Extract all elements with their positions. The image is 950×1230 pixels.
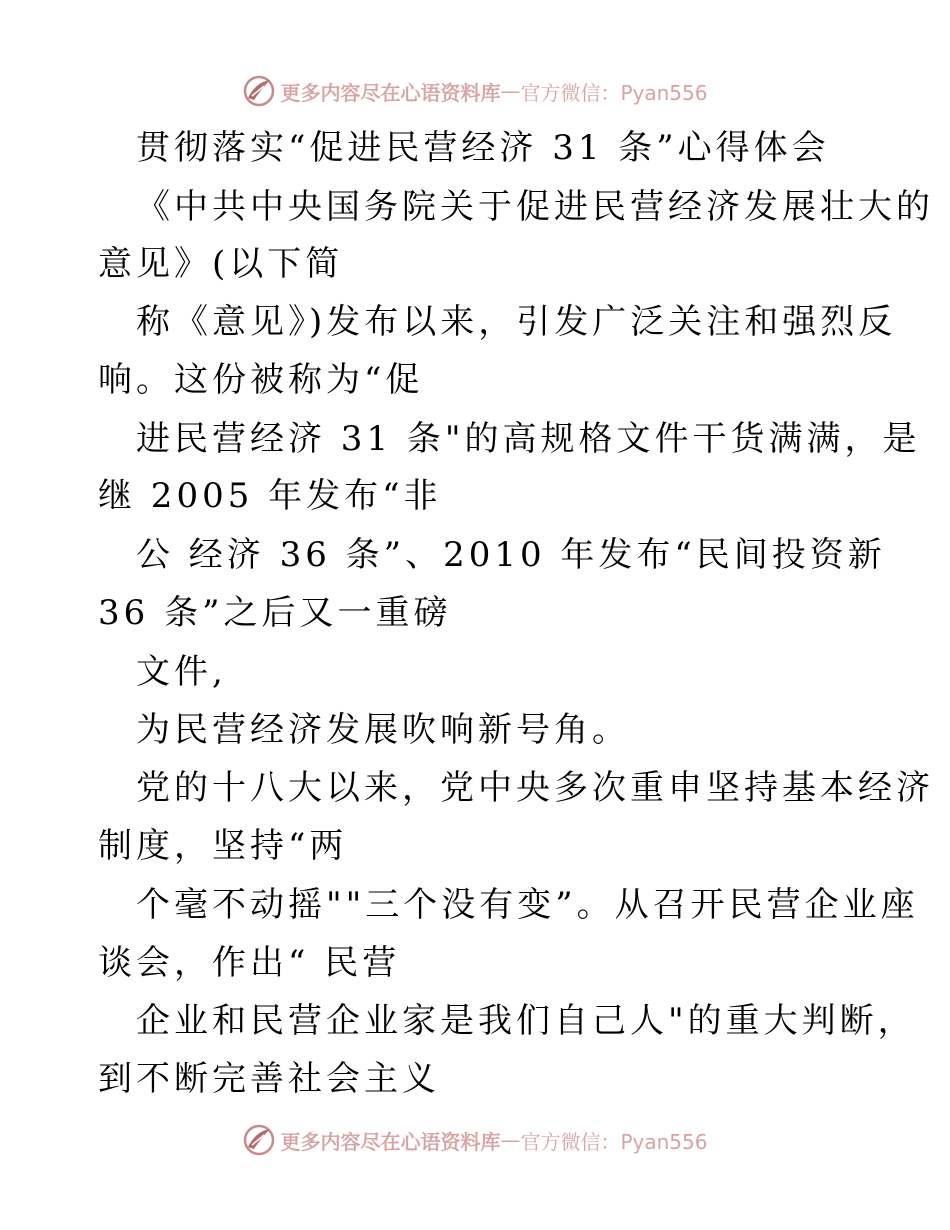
text-line: 继 2005 年发布“非 (98, 476, 442, 516)
logo-icon (242, 74, 276, 108)
text-line: 文件, (136, 652, 227, 692)
text-line: 党的十八大以来，党中央多次重申坚持基本经济 (136, 768, 934, 808)
text-line: 贯彻落实“促进民营经济 31 条”心得体会 (136, 128, 830, 168)
banner-wechat: 官方微信：Pyan556 (520, 80, 708, 105)
text-line: 响。这份被称为“促 (98, 360, 424, 400)
banner-title: 更多内容尽在心语资料库 (280, 1129, 501, 1154)
footer-banner (0, 1120, 950, 1160)
logo-icon (242, 1123, 276, 1157)
text-line: 制度，坚持“两 (98, 826, 348, 866)
header-banner (0, 71, 950, 111)
banner-title: 更多内容尽在心语资料库 (280, 80, 501, 105)
text-line: 为民营经济发展吹响新号角。 (136, 710, 630, 750)
text-line: 企业和民营企业家是我们自己人"的重大判断， (136, 1001, 916, 1041)
banner-separator: — (500, 1128, 521, 1152)
banner-separator: — (500, 79, 521, 103)
text-line: 谈会，作出“ 民营 (98, 943, 401, 983)
text-line: 进民营经济 31 条"的高规格文件干货满满，是 (136, 419, 921, 459)
text-line: 个毫不动摇""三个没有变”。从召开民营企业座 (136, 885, 919, 925)
text-line: 公 经济 36 条”、2010 年发布“民间投资新 (136, 535, 886, 575)
text-line: 意见》(以下简 (98, 244, 344, 284)
text-line: 《中共中央国务院关于促进民营经济发展壮大的 (136, 187, 934, 227)
banner-wechat: 官方微信：Pyan556 (520, 1129, 708, 1154)
text-line: 36 条”之后又一重磅 (98, 593, 452, 633)
text-line: 称《意见》)发布以来，引发广泛关注和强烈反 (136, 302, 897, 342)
text-line: 到不断完善社会主义 (98, 1059, 440, 1099)
